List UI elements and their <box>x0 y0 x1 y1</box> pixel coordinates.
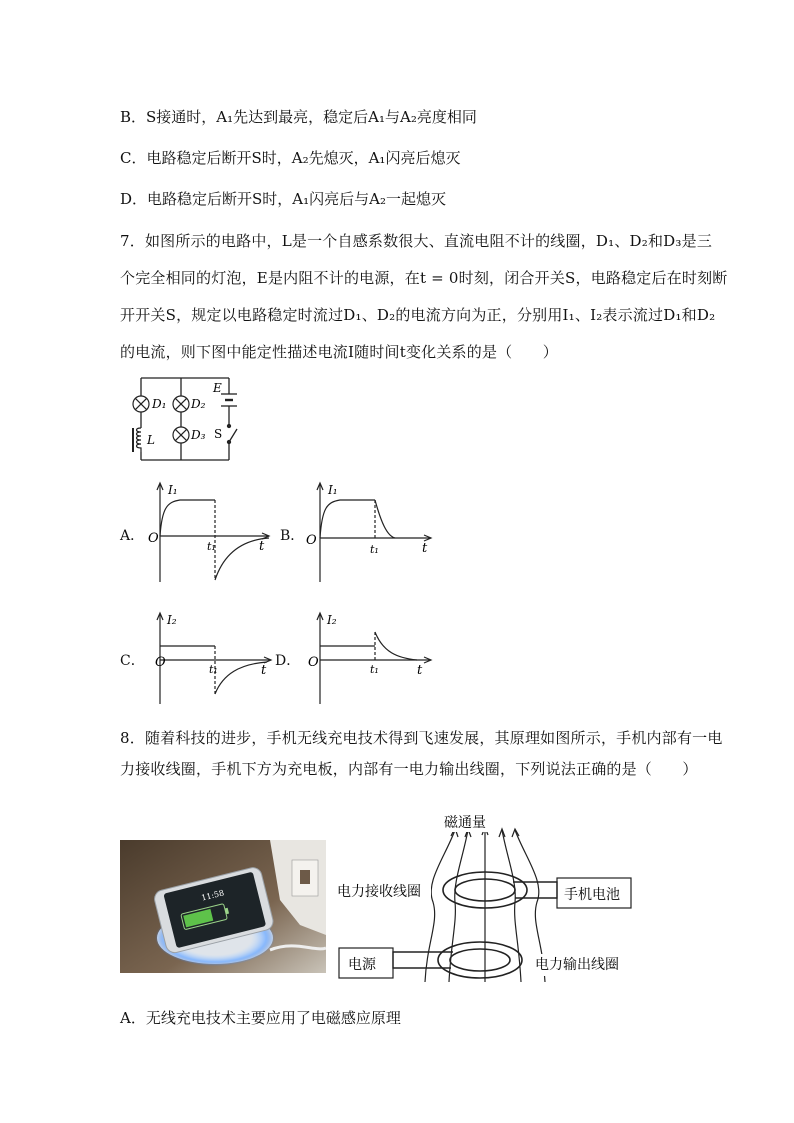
switch <box>228 425 238 444</box>
label-e: E <box>213 381 222 395</box>
option-8a: A．无线充电技术主要应用了电磁感应原理 <box>120 1009 401 1027</box>
lamp-d1 <box>133 396 149 412</box>
graph-c-tick: t₁ <box>209 663 218 676</box>
graph-c-xlabel: t <box>261 663 267 678</box>
output-coil-label: 电力输出线圈 <box>535 957 619 973</box>
label-d1: D₁ <box>152 397 167 411</box>
graph-a-label: A． <box>120 528 145 544</box>
graph-c <box>145 608 280 708</box>
receive-coil-label: 电力接收线圈 <box>337 884 421 900</box>
q8-line-1: 8．随着科技的进步，手机无线充电技术得到飞速发展，其原理如图所示，手机内部有一电 <box>120 729 723 747</box>
phone-charging-photo <box>120 840 326 973</box>
graph-b-ylabel: I₁ <box>328 483 338 497</box>
flux-label: 磁通量 <box>444 815 486 831</box>
label-d3: D₃ <box>191 428 206 442</box>
graph-b-xlabel: t <box>422 541 428 556</box>
q7-line-3: 开开关S，规定以电路稳定时流过D₁、D₂的电流方向为正，分别用I₁、I₂表示流过D₁和D₂ <box>120 306 716 324</box>
graph-a <box>145 478 280 586</box>
graph-d-ylabel: I₂ <box>327 613 337 627</box>
graph-b-tick: t₁ <box>370 543 379 556</box>
graph-d-label: D． <box>275 653 301 669</box>
label-d2: D₂ <box>191 397 206 411</box>
graph-a-xlabel: t <box>259 539 265 554</box>
graph-c-ylabel: I₂ <box>167 613 177 627</box>
graph-b-label: B． <box>280 528 305 544</box>
label-s: S <box>214 427 223 441</box>
graph-b-origin: O <box>306 533 317 548</box>
q7-line-4: 的电流，则下图中能定性描述电流I随时间t变化关系的是（ ） <box>120 343 558 361</box>
graph-c-origin: O <box>155 655 166 670</box>
option-6b: B．S接通时，A₁先达到最亮，稳定后A₁与A₂亮度相同 <box>120 108 477 126</box>
graph-d <box>305 608 440 708</box>
option-6d: D．电路稳定后断开S时，A₁闪亮后与A₂一起熄灭 <box>120 190 446 208</box>
inductor-coil <box>133 428 141 452</box>
graph-a-ylabel: I₁ <box>168 483 178 497</box>
lamp-d3 <box>173 427 189 443</box>
wireless-charging-diagram <box>335 812 635 987</box>
graph-d-tick: t₁ <box>370 663 379 676</box>
q7-line-2: 个完全相同的灯泡，E是内阻不计的电源，在t = 0时刻，闭合开关S，电路稳定后在时刻断 <box>120 269 728 287</box>
battery-label: 手机电池 <box>564 887 620 903</box>
graph-b <box>305 478 440 586</box>
q8-line-2: 力接收线圈，手机下方为充电板，内部有一电力输出线圈，下列说法正确的是（ ） <box>120 760 698 778</box>
lamp-d2 <box>173 396 189 412</box>
graph-a-origin: O <box>148 531 159 546</box>
graph-d-origin: O <box>308 655 319 670</box>
graph-a-tick: t₁ <box>207 540 216 553</box>
circuit-diagram <box>125 372 245 467</box>
option-6c: C．电路稳定后断开S时，A₂先熄灭，A₁闪亮后熄灭 <box>120 149 461 167</box>
battery <box>221 394 237 406</box>
graph-d-xlabel: t <box>417 663 423 678</box>
q7-line-1: 7．如图所示的电路中，L是一个自感系数很大、直流电阻不计的线圈，D₁、D₂和D₃是三 <box>120 232 713 250</box>
photo-clock: 11:58 <box>200 888 226 903</box>
graph-c-label: C． <box>120 653 145 669</box>
label-l: L <box>147 433 155 447</box>
source-label: 电源 <box>348 957 376 973</box>
